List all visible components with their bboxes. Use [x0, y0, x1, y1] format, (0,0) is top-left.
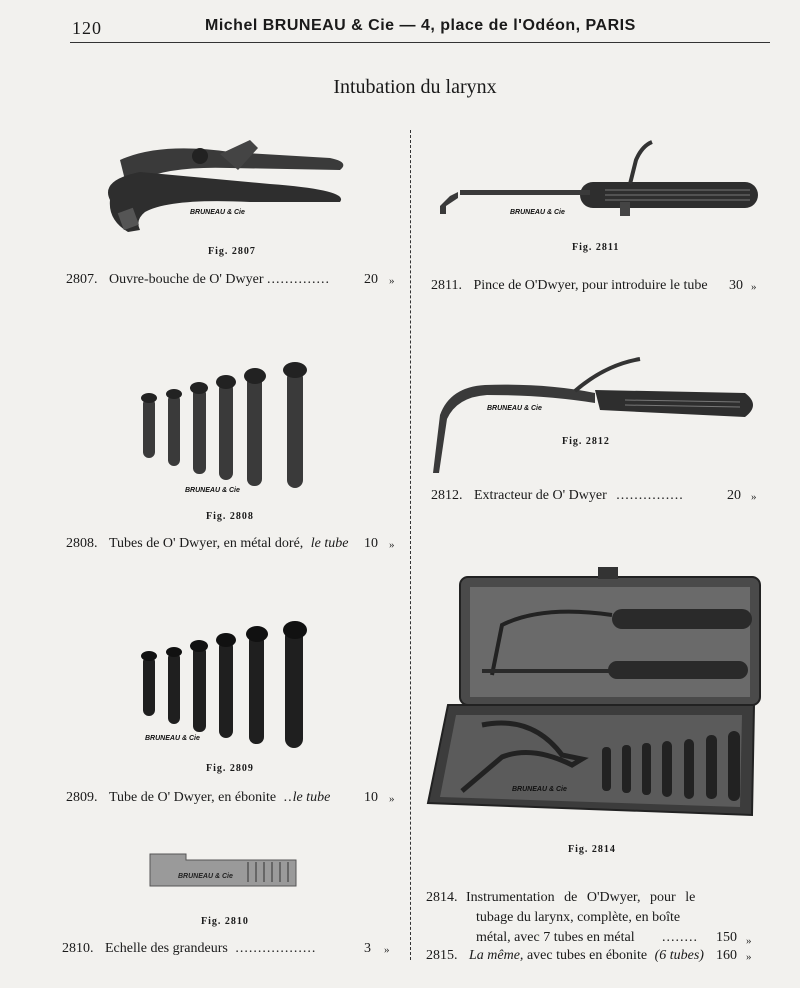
- brand-mark: BRUNEAU & Cie: [510, 209, 565, 216]
- ebonite-tubes-illustration: [135, 620, 335, 755]
- item-leader-dots: ..............: [267, 272, 331, 287]
- brand-mark: BRUNEAU & Cie: [145, 735, 200, 742]
- item-price: 30: [729, 278, 743, 293]
- catalog-item-2811: [431, 278, 761, 294]
- item-price-symbol: »: [746, 935, 752, 947]
- item-leader-dots: ...............: [616, 488, 684, 503]
- item-qualifier: (6 tubes): [654, 948, 704, 963]
- item-description-line-1: Instrumentation de O'Dwyer, pour le: [466, 890, 696, 905]
- item-description: avec tubes en ébonite: [526, 948, 648, 963]
- item-price: 20: [364, 272, 378, 287]
- catalog-item-2815: [426, 948, 766, 964]
- figure-caption-2810: Fig. 2810: [201, 916, 249, 927]
- item-unit: le tube: [292, 790, 331, 805]
- item-number: 2807.: [66, 272, 98, 287]
- brand-mark: BRUNEAU & Cie: [487, 405, 542, 412]
- size-scale-illustration: [148, 852, 298, 892]
- item-price: 150: [716, 930, 737, 945]
- brand-mark: BRUNEAU & Cie: [512, 786, 567, 793]
- item-price-symbol: »: [746, 951, 752, 963]
- catalog-item-2808: [66, 536, 396, 552]
- item-number: 2810.: [62, 941, 94, 956]
- item-price-symbol: »: [389, 539, 395, 551]
- item-number: 2811.: [431, 278, 462, 293]
- figure-caption-2812: Fig. 2812: [562, 436, 610, 447]
- figure-caption-2809: Fig. 2809: [206, 763, 254, 774]
- item-description: Tube de O' Dwyer, en ébonite: [109, 790, 277, 805]
- item-number: 2814.: [426, 890, 458, 905]
- catalog-item-2807: [66, 272, 396, 288]
- figure-caption-2814: Fig. 2814: [568, 844, 616, 855]
- item-number: 2812.: [431, 488, 463, 503]
- page-header-title: Michel BRUNEAU & Cie — 4, place de l'Odéon, PARIS: [205, 17, 636, 34]
- column-divider: [410, 130, 411, 960]
- brand-mark: BRUNEAU & Cie: [190, 209, 245, 216]
- item-price: 10: [364, 536, 378, 551]
- extractor-illustration: [425, 355, 760, 475]
- item-price-symbol: »: [751, 491, 757, 503]
- item-description: Echelle des grandeurs: [105, 941, 228, 956]
- catalog-item-2810: [62, 941, 396, 957]
- item-price-symbol: »: [751, 281, 757, 293]
- item-leader-dots: ..: [283, 790, 293, 805]
- item-description-italic: La même,: [469, 948, 524, 963]
- item-description-line-2: tubage du larynx, complète, en boîte: [476, 910, 681, 925]
- catalog-item-2809: [66, 790, 396, 806]
- item-number: 2808.: [66, 536, 98, 551]
- item-price-symbol: »: [389, 793, 395, 805]
- item-number: 2809.: [66, 790, 98, 805]
- brand-mark: BRUNEAU & Cie: [178, 873, 233, 880]
- item-leader-dots: ........: [662, 930, 698, 945]
- item-number: 2815.: [426, 948, 458, 963]
- metal-tubes-illustration: [135, 360, 335, 495]
- page-number: 120: [72, 18, 102, 38]
- mouth-gag-illustration: [100, 140, 360, 240]
- item-price: 10: [364, 790, 378, 805]
- item-description: Pince de O'Dwyer, pour introduire le tube: [473, 278, 708, 293]
- catalog-item-2814: [426, 888, 766, 950]
- header-rule: [70, 42, 770, 43]
- introducer-forceps-illustration: [430, 140, 765, 225]
- item-price: 3: [364, 941, 371, 956]
- item-price-symbol: »: [384, 944, 390, 956]
- item-unit: le tube: [310, 536, 349, 551]
- item-description: Tubes de O' Dwyer, en métal doré,: [109, 536, 304, 551]
- item-price: 160: [716, 948, 737, 963]
- item-price: 20: [727, 488, 741, 503]
- figure-caption-2807: Fig. 2807: [208, 246, 256, 257]
- brand-mark: BRUNEAU & Cie: [185, 487, 240, 494]
- instrument-case-illustration: [422, 565, 762, 830]
- figure-caption-2811: Fig. 2811: [572, 242, 620, 253]
- item-description: Extracteur de O' Dwyer: [474, 488, 607, 503]
- item-leader-dots: ..................: [235, 941, 317, 956]
- item-price-symbol: »: [389, 275, 395, 287]
- catalog-item-2812: [431, 488, 761, 504]
- figure-caption-2808: Fig. 2808: [206, 511, 254, 522]
- item-description: Ouvre-bouche de O' Dwyer: [109, 272, 264, 287]
- item-description-line-3: métal, avec 7 tubes en métal: [476, 930, 635, 945]
- section-title: Intubation du larynx: [333, 76, 497, 98]
